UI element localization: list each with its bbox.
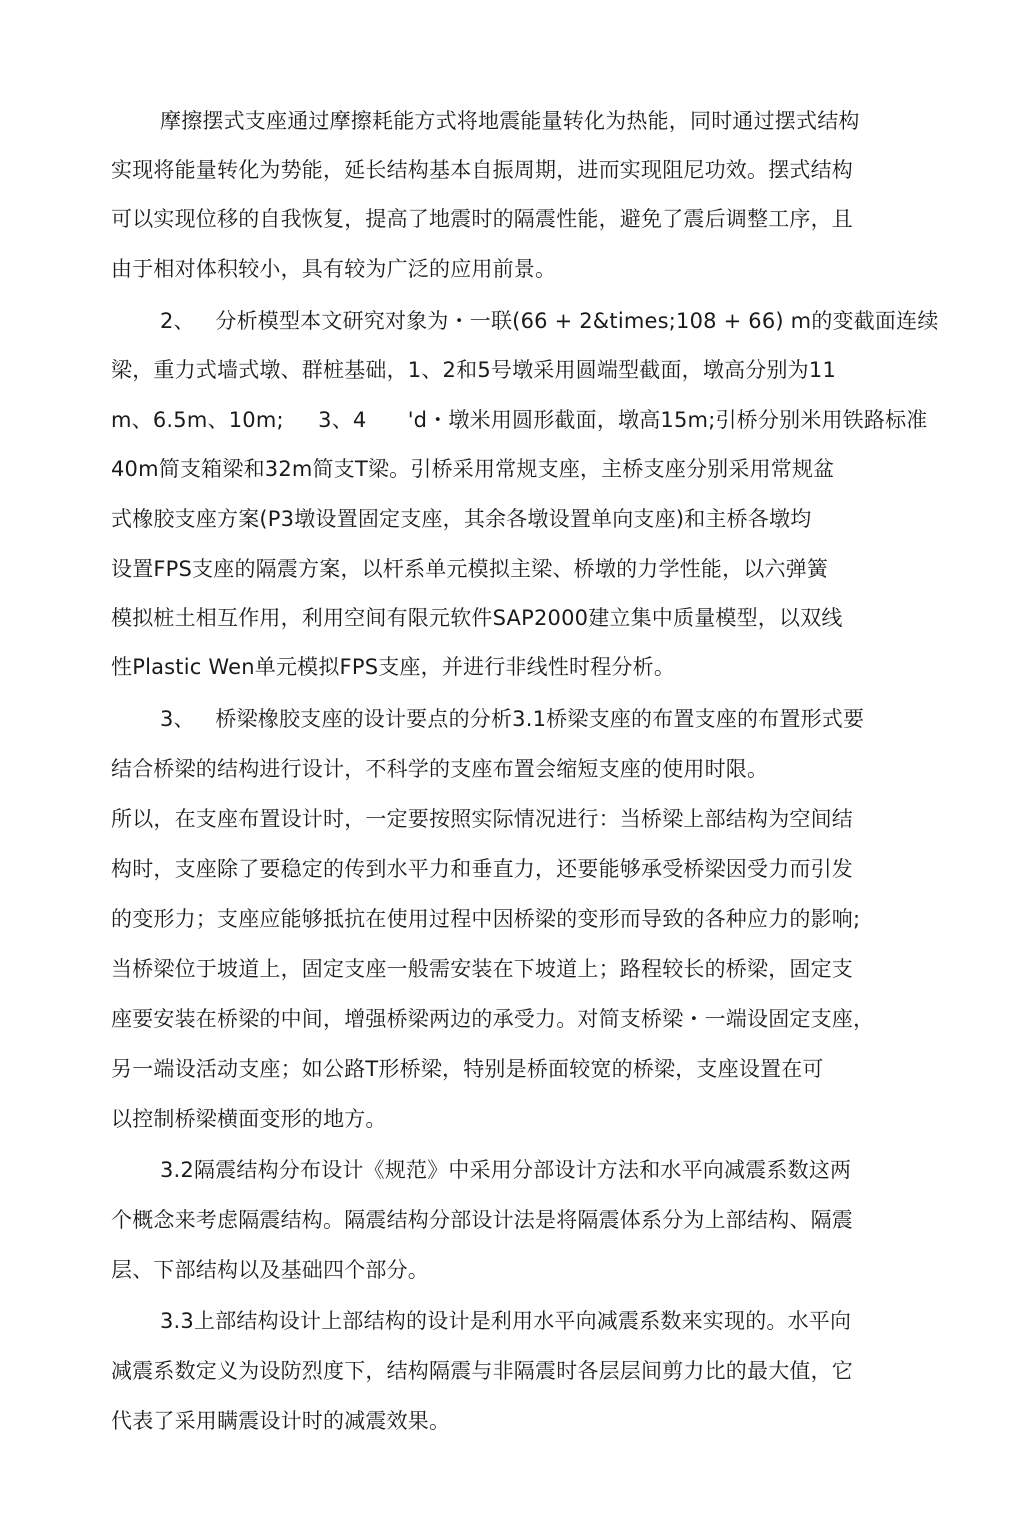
text-line: 代表了采用瞒震设计时的减震效果。: [111, 1409, 451, 1433]
text-line: 3、 桥梁橡胶支座的设计要点的分析3.1桥梁支座的布置支座的布置形式要: [160, 707, 865, 731]
text-line: 层、下部结构以及基础四个部分。: [111, 1258, 429, 1282]
text-line: 梁，重力式墙式墩、群桩基础，1、2和5号墩采用圆端型截面，墩高分别为11: [111, 358, 837, 382]
text-line: 减震系数定义为设防烈度下，结构隔震与非隔震时各层层间剪力比的最大值，它: [111, 1359, 853, 1383]
text-line: 模拟桩土相互作用，利用空间有限元软件SAP2000建立集中质量模型，以双线: [111, 606, 843, 630]
text-line: 性Plastic Wen单元模拟FPS支座，并进行非线性时程分析。: [111, 655, 676, 679]
text-line: 2、 分析模型本文研究对象为・一联(66 + 2&times;108 + 66) m的变截面连续: [160, 309, 939, 333]
text-line: 所以，在支座布置设计时，一定要按照实际情况进行：当桥梁上部结构为空间结: [111, 807, 853, 831]
text-line: 40m简支箱梁和32m简支T梁。引桥采用常规支座，主桥支座分别采用常规盆: [111, 457, 835, 481]
text-line: 构时，支座除了要稳定的传到水平力和垂直力，还要能够承受桥梁因受力而引发: [111, 857, 853, 881]
text-line: 当桥梁位于坡道上，固定支座一般需安装在下坡道上；路程较长的桥梁，固定支: [111, 957, 853, 981]
text-line: 由于相对体积较小，具有较为广泛的应用前景。: [111, 257, 557, 281]
text-line: 以控制桥梁横面变形的地方。: [111, 1107, 387, 1131]
text-line: 座要安装在桥梁的中间，增强桥梁两边的承受力。对简支桥梁・一端设固定支座，: [111, 1007, 875, 1031]
text-line: 设置FPS支座的隔震方案，以杆系单元模拟主梁、桥墩的力学性能，以六弹簧: [111, 557, 829, 581]
text-line: 可以实现位移的自我恢复，提高了地震时的隔震性能，避免了震后调整工序，且: [111, 207, 853, 231]
text-line: 的变形力；支座应能够抵抗在使用过程中因桥梁的变形而导致的各种应力的影响;: [111, 907, 861, 931]
text-line: 个概念来考虑隔震结构。隔震结构分部设计法是将隔震体系分为上部结构、隔震: [111, 1208, 853, 1232]
text-line: 3.2隔震结构分布设计《规范》中采用分部设计方法和水平向减震系数这两: [160, 1158, 852, 1182]
text-line: m、6.5m、10m; 3、4 'd・墩米用圆形截面，墩高15m;引桥分别米用铁路标准: [111, 408, 928, 432]
text-line: 式橡胶支座方案(P3墩设置固定支座，其余各墩设置单向支座)和主桥各墩均: [111, 507, 812, 531]
text-line: 另一端设活动支座；如公路T形桥梁，特别是桥面较宽的桥梁，支座设置在可: [111, 1057, 824, 1081]
text-line: 实现将能量转化为势能，延长结构基本自振周期，进而实现阻尼功效。摆式结构: [111, 158, 853, 182]
text-line: 3.3上部结构设计上部结构的设计是利用水平向减震系数来实现的。水平向: [160, 1309, 852, 1333]
text-line: 摩擦摆式支座通过摩擦耗能方式将地震能量转化为热能，同时通过摆式结构: [160, 109, 860, 133]
text-line: 结合桥梁的结构进行设计，不科学的支座布置会缩短支座的使用时限。: [111, 757, 769, 781]
